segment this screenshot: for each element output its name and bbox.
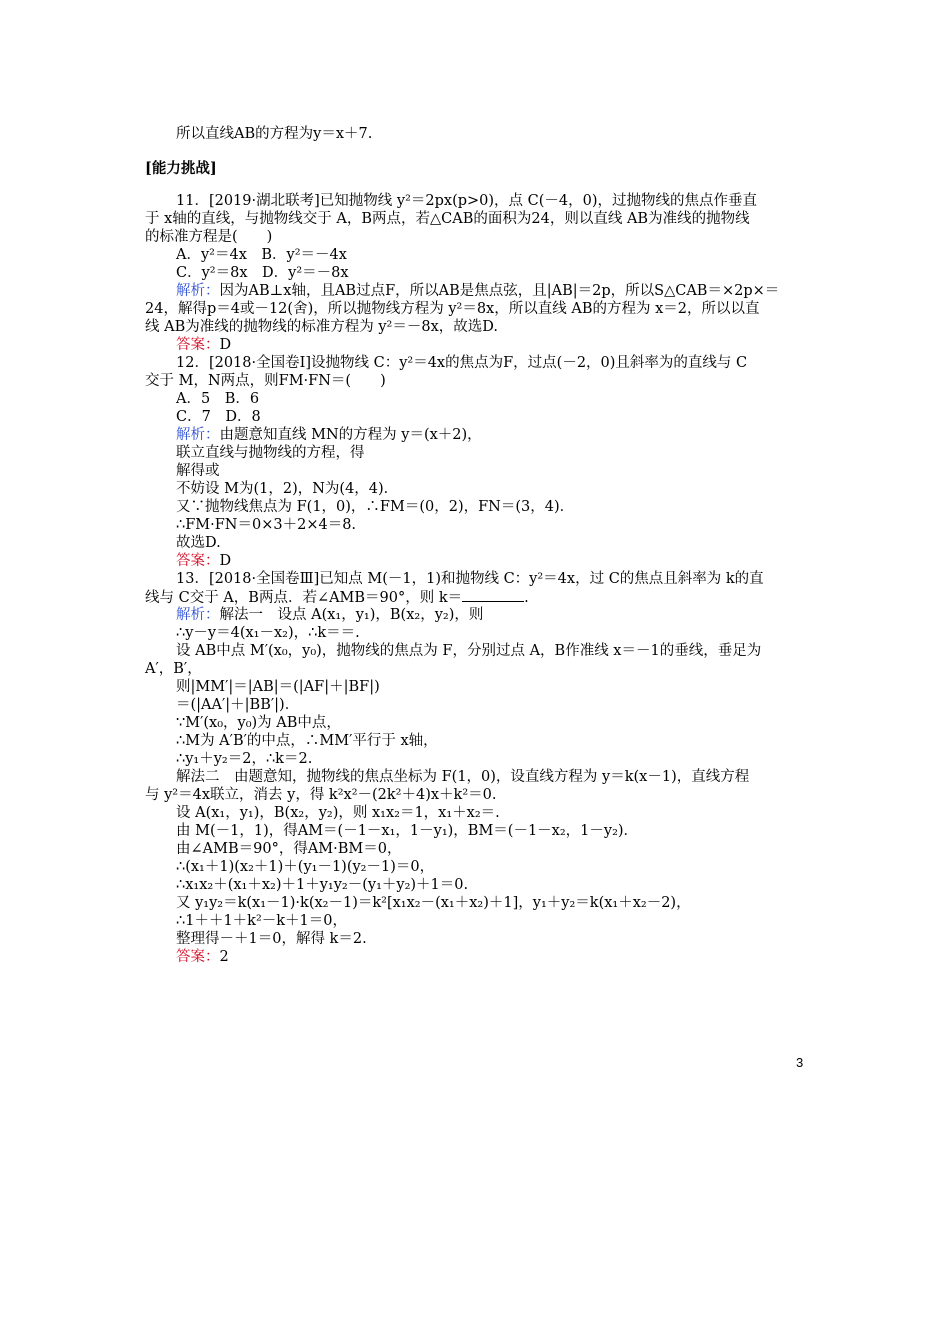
text-line: ∴y－y＝4(x₁－x₂)，∴k＝＝. <box>176 625 360 641</box>
text-line: 24，解得p＝4或－12(舍)，所以抛物线方程为 y²＝8x，所以直线 AB的方程为 x＝2，所以以直 <box>145 301 760 317</box>
text-line: 由∠AMB＝90°，得AM·BM＝0， <box>176 841 402 857</box>
text-line: 解法二 由题意知，抛物线的焦点坐标为 F(1，0)，设直线方程为 y＝k(x－1)，直线方程 <box>176 769 750 785</box>
analysis-label: 解析： <box>176 427 220 443</box>
section-heading: [能力挑战] <box>145 160 217 177</box>
text-line: 设 AB中点 M′(x₀，y₀)，抛物线的焦点为 F，分别过点 A，B作准线 x＝－1的垂线，垂足为 <box>176 643 762 659</box>
option-line: C．y²＝8x D．y²＝－8x <box>176 265 349 281</box>
text-line: 的标准方程是( ) <box>145 229 273 245</box>
text-line: 交于 M，N两点，则FM·FN＝( ) <box>145 373 386 389</box>
text-line: 设 A(x₁，y₁)，B(x₂，y₂)，则 x₁x₂＝1，x₁＋x₂＝. <box>176 805 500 821</box>
text-line: ∵M′(x₀，y₀)为 AB中点， <box>176 715 341 731</box>
text-line: A′，B′， <box>145 661 202 677</box>
answer-blank <box>462 589 524 602</box>
question-11: 11．[2019·湖北联考]已知抛物线 y²＝2px(p>0)，点 C(－4，0)，过抛物线的焦点作垂直 <box>176 193 758 209</box>
text-line: ∴1＋＋1＋k²－k＋1＝0， <box>176 913 348 929</box>
text-line: 线与 C交于 A，B两点．若∠AMB＝90°，则 k＝ . <box>145 590 529 606</box>
option-line: A．5 B．6 <box>176 391 260 407</box>
analysis-line: 解析：由题意知直线 MN的方程为 y＝(x＋2)， <box>176 427 482 443</box>
answer-label: 答案： <box>176 337 220 353</box>
option-line: A．y²＝4x B．y²＝－4x <box>176 247 347 263</box>
answer-label: 答案： <box>176 553 220 569</box>
text-line: 则|MM′|＝|AB|＝(|AF|＋|BF|) <box>176 679 380 695</box>
analysis-label: 解析： <box>176 283 220 299</box>
text-line: 整理得－＋1＝0，解得 k＝2. <box>176 931 367 947</box>
answer-line: 答案：2 <box>176 949 229 965</box>
page-number: 3 <box>796 1055 804 1070</box>
text-line: 所以直线AB的方程为y＝x＋7. <box>176 126 373 142</box>
answer-label: 答案： <box>176 949 220 965</box>
text-line: 于 x轴的直线，与抛物线交于 A，B两点，若△CAB的面积为24，则以直线 AB为准线的抛物线 <box>145 211 750 227</box>
text-line: ∴x₁x₂＋(x₁＋x₂)＋1＋y₁y₂－(y₁＋y₂)＋1＝0. <box>176 877 469 893</box>
text-line: 由 M(－1，1)，得AM＝(－1－x₁，1－y₁)，BM＝(－1－x₂，1－y₂)． <box>176 823 639 839</box>
text-line: 不妨设 M为(1，2)，N为(4，4)． <box>176 481 399 497</box>
question-13: 13．[2018·全国卷Ⅲ]已知点 M(－1，1)和抛物线 C：y²＝4x，过 C的焦点且斜率为 k的直 <box>176 571 764 587</box>
analysis-line: 解析：因为AB⊥x轴，且AB过点F，所以AB是焦点弦，且|AB|＝2p，所以S△CAB＝×2p×＝ <box>176 283 780 299</box>
text-line: 故选D. <box>176 535 221 551</box>
analysis-line: 解析：解法一 设点 A(x₁，y₁)，B(x₂，y₂)，则 <box>176 607 484 623</box>
text-line: ∴y₁＋y₂＝2，∴k＝2. <box>176 751 313 767</box>
text-line: ∴M为 A′B′的中点，∴MM′平行于 x轴， <box>176 733 438 749</box>
answer-line: 答案：D <box>176 553 232 569</box>
question-12: 12．[2018·全国卷Ⅰ]设抛物线 C：y²＝4x的焦点为F，过点(－2，0)且斜率为的直线与 C <box>176 355 748 371</box>
option-line: C．7 D．8 <box>176 409 261 425</box>
text-line: 与 y²＝4x联立，消去 y，得 k²x²－(2k²＋4)x＋k²＝0. <box>145 787 497 803</box>
answer-line: 答案：D <box>176 337 232 353</box>
text-line: 线 AB为准线的抛物线的标准方程为 y²＝－8x，故选D. <box>145 319 498 335</box>
text-line: ＝(|AA′|＋|BB′|)． <box>176 697 300 713</box>
analysis-label: 解析： <box>176 607 220 623</box>
text-line: 联立直线与抛物线的方程，得 <box>176 445 365 461</box>
text-line: 又∵抛物线焦点为 F(1，0)，∴FM＝(0，2)，FN＝(3，4)． <box>176 499 575 515</box>
text-line: 解得或 <box>176 463 220 479</box>
text-line: ∴(x₁＋1)(x₂＋1)＋(y₁－1)(y₂－1)＝0， <box>176 859 435 875</box>
text-line: ∴FM·FN＝0×3＋2×4＝8. <box>176 517 357 533</box>
text-line: 又 y₁y₂＝k(x₁－1)·k(x₂－1)＝k²[x₁x₂－(x₁＋x₂)＋1]，y₁＋y₂＝k(x₁＋x₂－2)， <box>176 895 691 911</box>
